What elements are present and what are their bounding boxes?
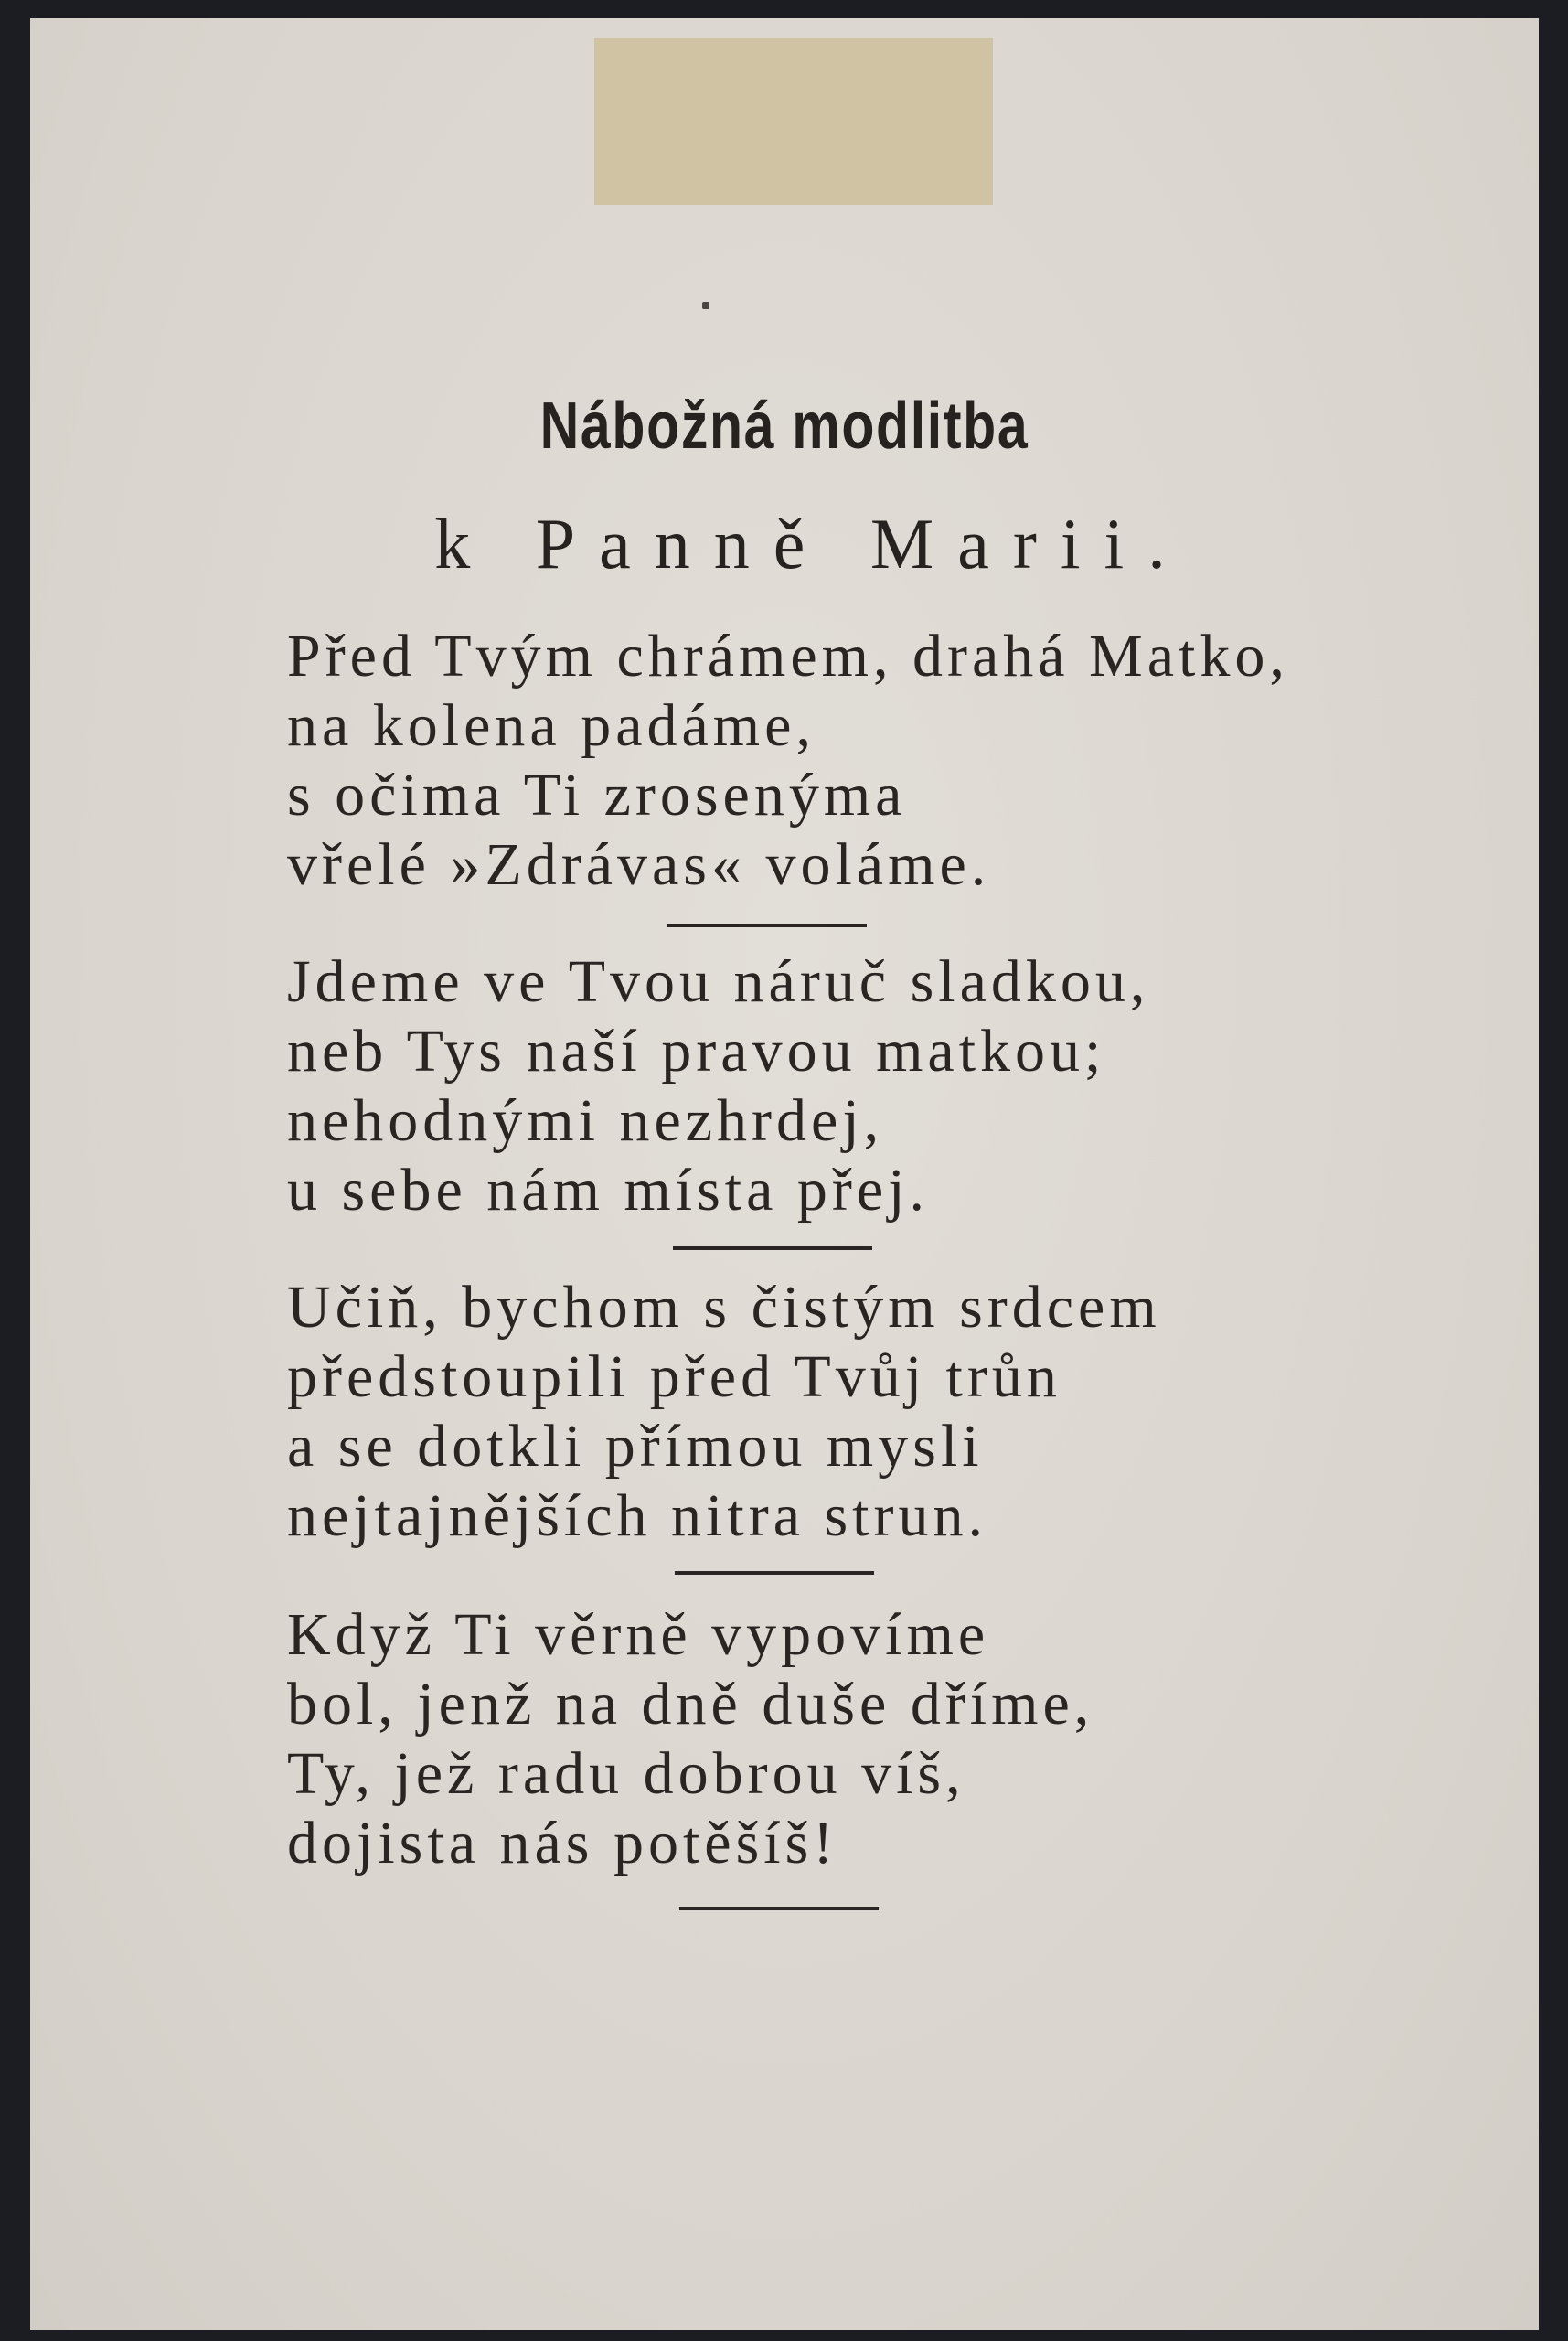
stanza-divider: [675, 1571, 874, 1575]
verse-line: s očima Ti zrosenýma: [287, 762, 907, 828]
stanza-1: [287, 622, 1289, 900]
verse-line: nejtajnějších nitra strun.: [287, 1482, 987, 1549]
verse-line: bol, jenž na dně duše dříme,: [287, 1671, 1094, 1737]
verse-line: Když Ti věrně vypovíme: [287, 1601, 990, 1668]
prayer-card: [30, 18, 1539, 2330]
card-title: Nábožná modlitba: [539, 390, 1029, 463]
stanza-divider: [673, 1246, 872, 1250]
verse-line: neb Tys naší pravou matkou;: [287, 1018, 1106, 1085]
card-subtitle: k Panně Marii.: [434, 504, 1189, 583]
ink-speck: [702, 302, 709, 309]
adhesive-tape: [594, 38, 993, 205]
stanza-2: [287, 947, 1149, 1225]
verse-line: Učiň, bychom s čistým srdcem: [287, 1274, 1161, 1341]
verse-line: vřelé »Zdrávas« voláme.: [287, 831, 991, 898]
verse-line: nehodnými nezhrdej,: [287, 1087, 884, 1154]
verse-line: předstoupili před Tvůj trůn: [287, 1343, 1061, 1410]
stanza-3: [287, 1273, 1161, 1551]
stanza-4: [287, 1600, 1093, 1878]
verse-line: u sebe nám místa přej.: [287, 1157, 930, 1224]
stanza-divider: [679, 1907, 879, 1910]
stanza-divider: [667, 924, 867, 927]
verse-line: Jdeme ve Tvou náruč sladkou,: [287, 948, 1150, 1015]
verse-line: Před Tvým chrámem, drahá Matko,: [287, 623, 1289, 689]
verse-line: dojista nás potěšíš!: [287, 1810, 838, 1876]
verse-line: a se dotkli přímou mysli: [287, 1413, 984, 1480]
verse-line: Ty, jež radu dobrou víš,: [287, 1740, 965, 1807]
verse-line: na kolena padáme,: [287, 692, 816, 759]
